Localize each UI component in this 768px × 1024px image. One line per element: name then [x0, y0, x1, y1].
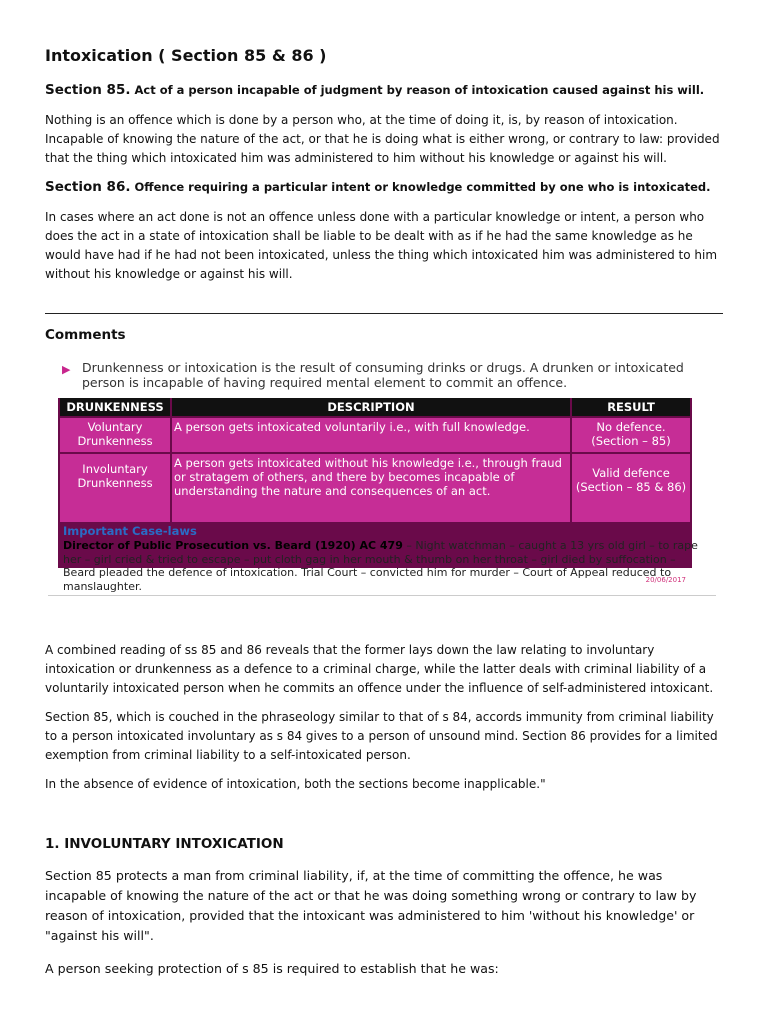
section-85-title: Act of a person incapable of judgment by reason of intoxication caused against his will.	[134, 83, 705, 97]
section-85-label: Section 85.	[45, 82, 131, 98]
triangle-bullet-icon: ▶	[62, 363, 71, 376]
paragraph-seeking-protection: A person seeking protection of s 85 is required to establish that he was:	[45, 961, 499, 976]
section-86-text: In cases where an act done is not an offence unless done with a particular knowledge or intent, a person who does the act in a state of intoxication shall be liable to be dealt with as if he had the same knowledge as he would have had if he had not been intoxicated, unless the thing which intoxicated him was administered to him without his knowledge or against his will.	[45, 210, 718, 281]
table-header-result: RESULT	[572, 398, 690, 416]
section-86-heading	[45, 179, 711, 195]
table-header-drunkenness: DRUNKENNESS	[60, 398, 170, 416]
slide-image	[48, 352, 718, 598]
involuntary-intoxication-heading: 1. INVOLUNTARY INTOXICATION	[45, 836, 284, 852]
case-law-text	[63, 539, 703, 593]
slide-bullet-text: Drunkenness or intoxication is the result of consuming drinks or drugs. A drunken or intoxicated person is incapable of having required mental element to commit an offence.	[82, 360, 684, 390]
table-cell-type: Involuntary Drunkenness	[60, 454, 170, 522]
section-85-heading	[45, 82, 704, 98]
slide-bottom-rule	[48, 595, 716, 596]
slide-date: 20/06/2017	[645, 576, 686, 584]
paragraph-absence: In the absence of evidence of intoxication, both the sections become inapplicable."	[45, 777, 546, 791]
comments-heading: Comments	[45, 327, 126, 343]
table-header-description: DESCRIPTION	[172, 398, 570, 416]
case-laws-title: Important Case-laws	[63, 524, 197, 538]
table-cell-type: Voluntary Drunkenness	[60, 418, 170, 452]
paragraph-combined-reading: A combined reading of ss 85 and 86 reveals that the former lays down the law relating to involuntary intoxication or drunkenness as a defence to a criminal charge, while the latter deals with criminal liability of a voluntarily intoxicated person when he commits an offence under the influence of self-administered intoxicant.	[45, 643, 714, 695]
case-name: Director of Public Prosecution vs. Beard (1920) AC 479	[63, 539, 403, 552]
case-description: – Night watchman – caught a 13 yrs old girl – to rape her – girl cried & tried to escape – put cloth gag in her mouth & thumb on her throat – girl died by suffocation – Beard pleaded the defence of intoxication. Trial Court – convicted him for murder – Court of Appeal reduced to manslaughter.	[63, 539, 698, 593]
divider	[45, 313, 723, 314]
table-cell-desc: A person gets intoxicated without his knowledge i.e., through fraud or stratagem of others, and there by becomes incapable of understanding the nature and consequences of an act.	[172, 454, 570, 522]
section-86-title: Offence requiring a particular intent or knowledge committed by one who is intoxicated.	[134, 180, 711, 194]
table-cell-desc: A person gets intoxicated voluntarily i.e., with full knowledge.	[172, 418, 570, 452]
table-cell-result: No defence. (Section – 85)	[572, 418, 690, 452]
page-title: Intoxication ( Section 85 & 86 )	[45, 46, 327, 65]
table-cell-result: Valid defence (Section – 85 & 86)	[572, 454, 690, 522]
section-86-label: Section 86.	[45, 179, 131, 195]
section-85-text: Nothing is an offence which is done by a person who, at the time of doing it, is, by reason of intoxication. Incapable of knowing the nature of the act, or that he is doing what is either wrong, or contrary to law: provided that the thing which intoxicated him was administered to him without his knowledge or against his will.	[45, 113, 720, 165]
paragraph-section-85: Section 85, which is couched in the phraseology similar to that of s 84, accords immunity from criminal liability to a person intoxicated involuntary as s 84 gives to a person of unsound mind. Section 86 provides for a limited exemption from criminal liability to a self-intoxicated person.	[45, 710, 718, 762]
paragraph-section-85-protects: Section 85 protects a man from criminal liability, if, at the time of committing the offence, he was incapable of knowing the nature of the act or that he was doing something wrong or contrary to law by reason of intoxication, provided that the intoxicant was administered to him 'without his knowledge' or "against his will".	[45, 868, 697, 943]
